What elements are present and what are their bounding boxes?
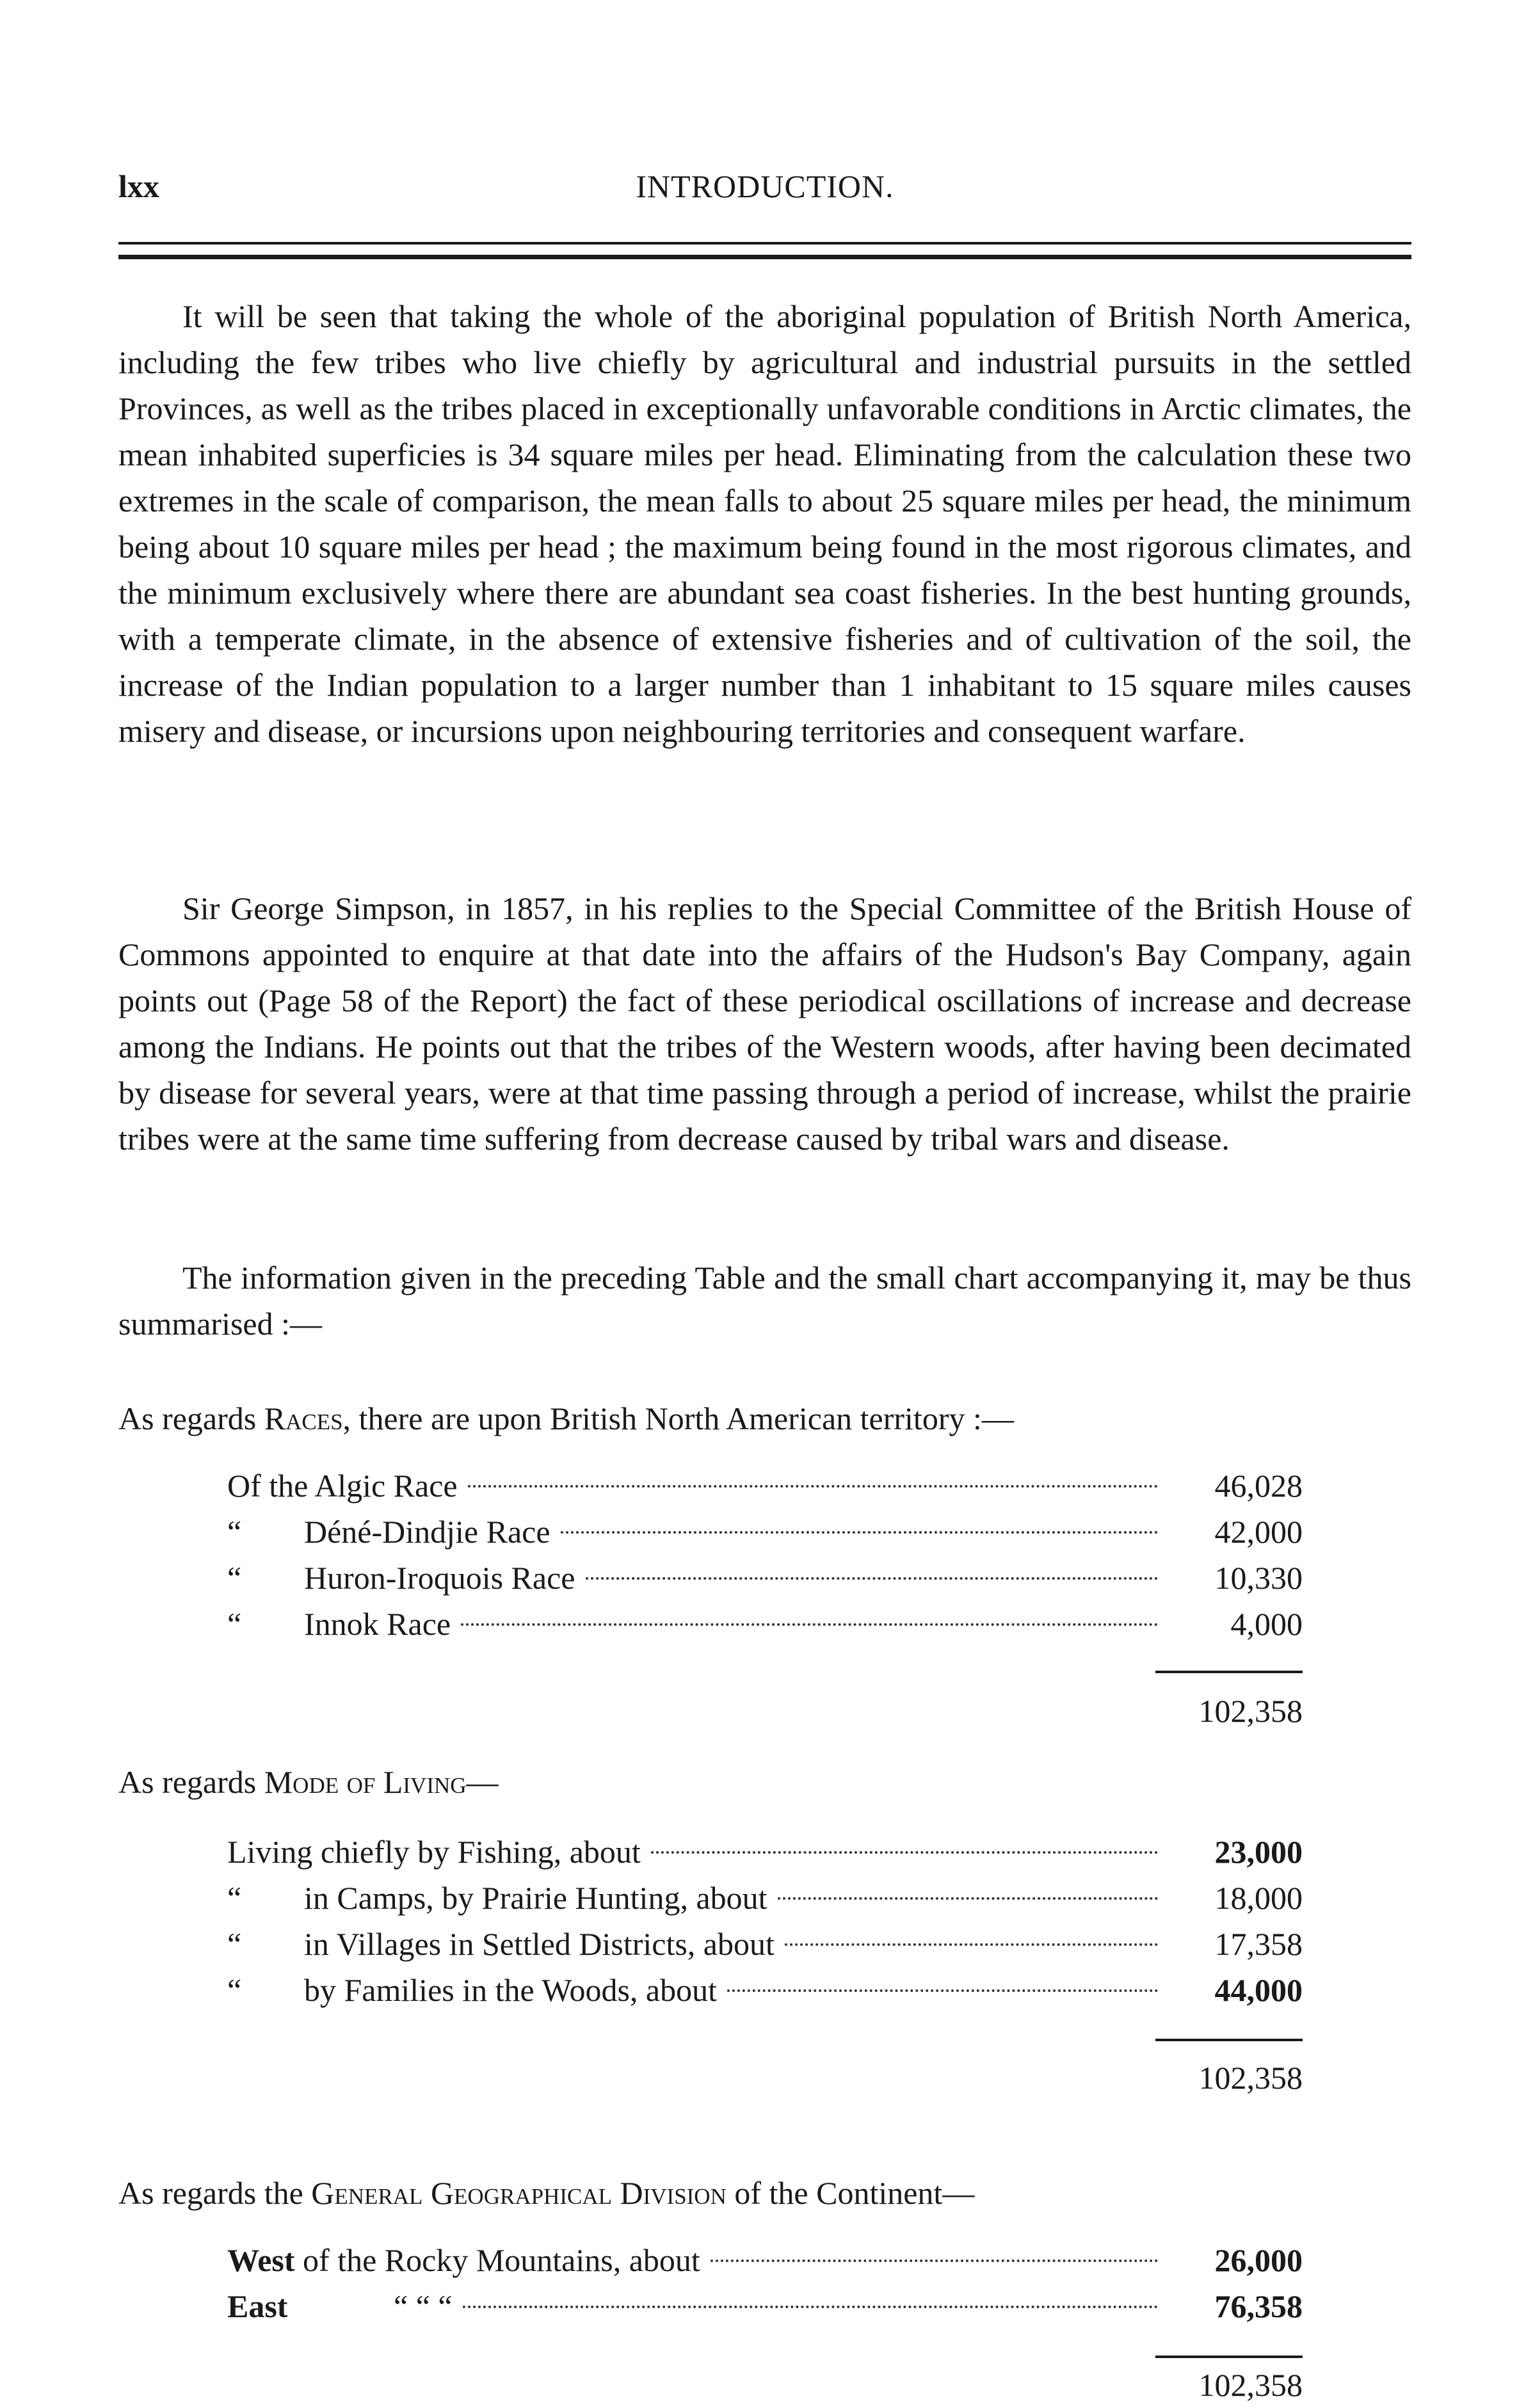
list-item: “ by Families in the Woods, about 44,000 [227, 1967, 1303, 2013]
races-list [227, 1463, 1303, 1647]
list-item: Living chiefly by Fishing, about 23,000 [227, 1829, 1303, 1875]
list-item: Of the Algic Race 46,028 [227, 1463, 1303, 1509]
mode-of-living-heading: As regards Mode of Living— [118, 1764, 499, 1800]
page-header [118, 168, 1411, 206]
race-count: 10,330 [1214, 1560, 1303, 1596]
mode-total: 102,358 [1198, 2060, 1303, 2096]
book-page [118, 0, 1411, 2403]
list-item: “ Huron-Iroquois Race 10,330 [227, 1555, 1303, 1601]
races-heading: As regards Races, there are upon British North American territory :— [118, 1401, 1014, 1436]
paragraph-simpson-1857: Sir George Simpson, in 1857, in his replies to the Special Committee of the British House of Commons appointed to enquire at that date into the affairs of the Hudson's Bay Company, again points out (Page 58 of the Report) the fact of these periodical oscillations of increase and decrease among the Indians. He points out that the tribes of the Western woods, after having been decimated by disease for several years, were at that time passing through a period of increase, whilst the prairie tribes were at the same time suffering from decrease caused by tribal wars and disease. [118, 890, 1411, 1157]
mode-count: 18,000 [1214, 1880, 1303, 1916]
race-count: 42,000 [1214, 1514, 1303, 1550]
geographical-division-list [227, 2237, 1303, 2329]
mode-of-living-list [227, 1829, 1303, 2013]
mode-count: 17,358 [1214, 1926, 1303, 1962]
race-count: 4,000 [1230, 1606, 1303, 1642]
mode-sum-rule [1155, 2039, 1303, 2041]
running-title: INTRODUCTION. [636, 168, 894, 204]
paragraph-population-density: It will be seen that taking the whole of the aboriginal population of British North America, including the few tribes who live chiefly by agricultural and industrial pursuits in the settled Provinces, as well as the tribes placed in exceptionally unfavorable conditions in Arctic climates, the mean inhabited superficies is 34 square miles per head. Eliminating from the calculation these two extremes in the scale of comparison, the mean falls to about 25 square miles per head, the minimum being about 10 square miles per head ; the maximum being found in the most rigorous climates, and the minimum exclusively where there are abundant sea coast fisheries. In the best hunting grounds, with a temperate climate, in the absence of extensive fisheries and of cultivation of the soil, the increase of the Indian population to a larger number than 1 inhabitant to 15 square miles causes misery and disease, or incursions upon neighbouring territories and consequent warfare. [118, 298, 1411, 749]
list-item: “ Innok Race 4,000 [227, 1601, 1303, 1647]
race-count: 46,028 [1214, 1468, 1303, 1504]
header-rule-thin [118, 242, 1411, 245]
geo-sum-rule [1155, 2356, 1303, 2358]
list-item: “ in Villages in Settled Districts, about 17,358 [227, 1921, 1303, 1967]
races-total: 102,358 [1198, 1693, 1303, 1729]
folio-number: lxx [118, 168, 159, 204]
mode-count: 44,000 [1214, 1972, 1303, 2008]
geo-count: 26,000 [1214, 2242, 1303, 2278]
mode-count: 23,000 [1214, 1834, 1303, 1870]
geo-count: 76,358 [1214, 2288, 1303, 2324]
paragraph-summary-intro: The information given in the preceding Table and the small chart accompanying it, may be thus summarised :— [118, 1260, 1411, 1342]
list-item: “ Déné-Dindjie Race 42,000 [227, 1509, 1303, 1555]
list-item: West of the Rocky Mountains, about 26,000 [227, 2237, 1303, 2283]
list-item: East “ “ “ 76,358 [227, 2283, 1303, 2329]
header-rule-thick [118, 255, 1411, 259]
races-sum-rule [1155, 1671, 1303, 1673]
list-item: “ in Camps, by Prairie Hunting, about 18,000 [227, 1875, 1303, 1921]
geographical-division-heading: As regards the General Geographical Division of the Continent— [118, 2175, 975, 2211]
geo-total: 102,358 [1198, 2367, 1303, 2403]
